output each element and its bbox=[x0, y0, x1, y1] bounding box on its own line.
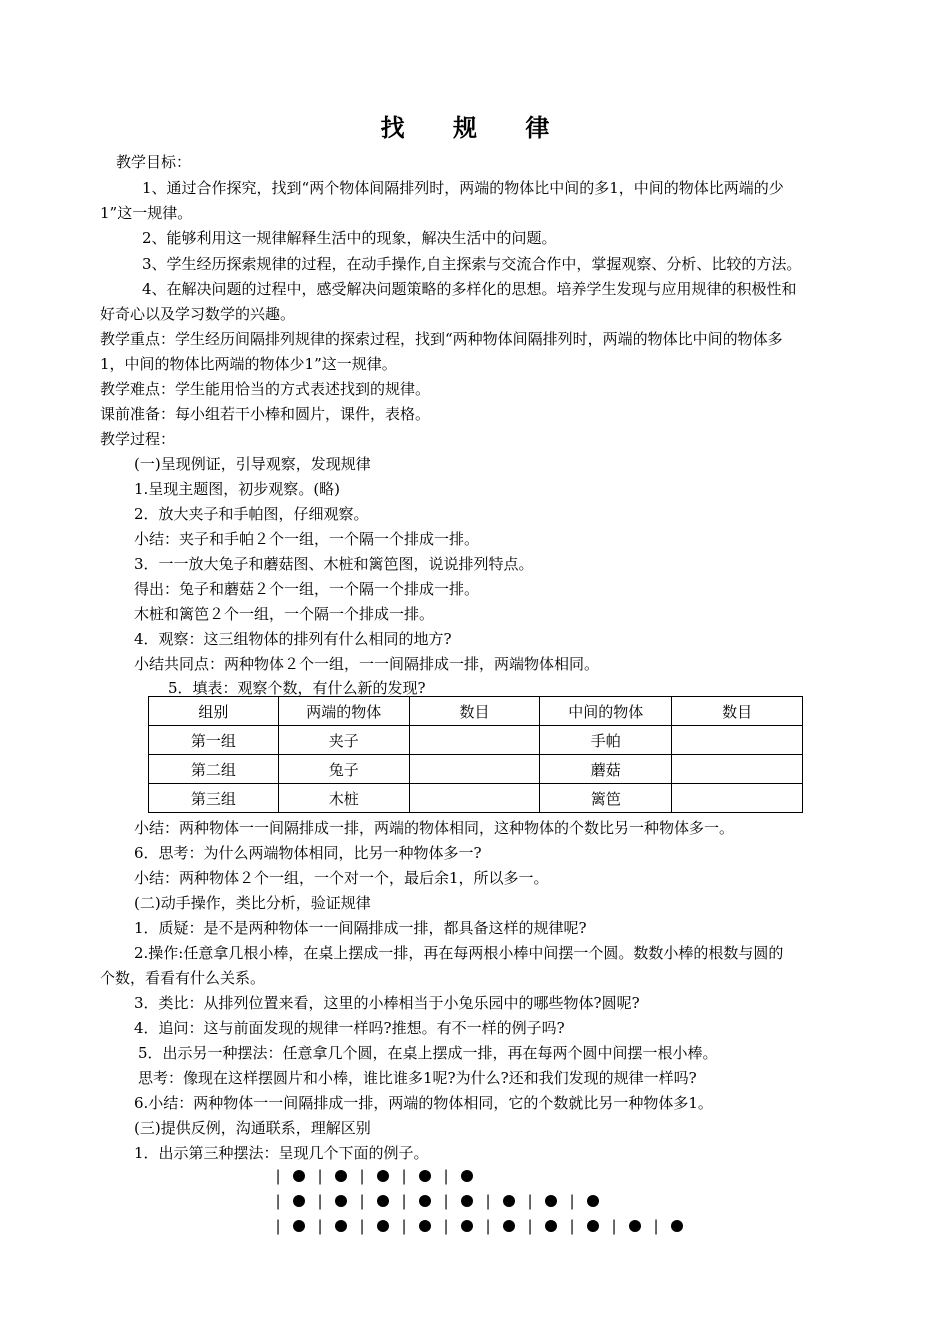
stick-mark: | bbox=[275, 1192, 281, 1210]
circle-mark bbox=[293, 1195, 305, 1207]
stick-mark: | bbox=[359, 1192, 365, 1210]
stick-mark: | bbox=[275, 1167, 281, 1185]
table-header-cell: 中间的物体 bbox=[540, 697, 672, 726]
text-line: 3、学生经历探索规律的过程，在动手操作,自主探索与交流合作中，掌握观察、分析、比较的方法。 bbox=[142, 255, 802, 273]
stick-mark: | bbox=[359, 1217, 365, 1235]
text-line: 教学难点：学生能用恰当的方式表述找到的规律。 bbox=[100, 380, 431, 398]
text-line: 4、在解决问题的过程中，感受解决问题策略的多样化的思想。培养学生发现与应用规律的积极性和 bbox=[142, 280, 797, 298]
circle-mark bbox=[419, 1170, 431, 1182]
text-line: 小结：夹子和手帕２个一组，一个隔一个排成一排。 bbox=[134, 530, 480, 548]
text-line: (一)呈现例证，引导观察，发现规律 bbox=[134, 455, 371, 473]
table-header-cell: 组别 bbox=[149, 697, 279, 726]
text-line: 1”这一规律。 bbox=[100, 204, 193, 222]
circle-mark bbox=[377, 1170, 389, 1182]
circle-mark bbox=[335, 1195, 347, 1207]
stick-mark: | bbox=[317, 1217, 323, 1235]
table-header-row bbox=[149, 697, 803, 726]
stick-mark: | bbox=[653, 1217, 659, 1235]
table-cell: 蘑菇 bbox=[540, 755, 672, 784]
text-line: 木桩和篱笆２个一组，一个隔一个排成一排。 bbox=[134, 605, 435, 623]
table-row bbox=[149, 784, 803, 813]
text-line: 教学过程： bbox=[100, 430, 176, 448]
text-line: 4．追问：这与前面发现的规律一样吗?推想。有不一样的例子吗? bbox=[134, 1019, 565, 1037]
circle-mark bbox=[377, 1195, 389, 1207]
table-cell: 手帕 bbox=[540, 726, 672, 755]
stick-mark: | bbox=[443, 1217, 449, 1235]
circle-mark bbox=[419, 1195, 431, 1207]
text-line: 小结：两种物体２个一组，一个对一个，最后余1，所以多一。 bbox=[134, 869, 549, 887]
text-line: 5．填表：观察个数，有什么新的发现? bbox=[168, 679, 426, 697]
table-header-cell: 两端的物体 bbox=[278, 697, 409, 726]
table-cell bbox=[672, 755, 803, 784]
table-cell: 第二组 bbox=[149, 755, 279, 784]
pattern-row bbox=[272, 1189, 608, 1213]
table-row bbox=[149, 755, 803, 784]
stick-mark: | bbox=[359, 1167, 365, 1185]
circle-mark bbox=[461, 1170, 473, 1182]
circle-mark bbox=[503, 1220, 515, 1232]
stick-mark: | bbox=[443, 1192, 449, 1210]
table-cell: 篱笆 bbox=[540, 784, 672, 813]
stick-mark: | bbox=[317, 1167, 323, 1185]
text-line: 小结：两种物体一一间隔排成一排，两端的物体相同，这种物体的个数比另一种物体多一。 bbox=[134, 819, 735, 837]
text-line: 思考：像现在这样摆圆片和小棒，谁比谁多1呢?为什么?还和我们发现的规律一样吗? bbox=[138, 1069, 697, 1087]
text-line: 好奇心以及学习数学的兴趣。 bbox=[100, 305, 296, 323]
pattern-row bbox=[272, 1214, 692, 1238]
circle-mark bbox=[587, 1220, 599, 1232]
stick-mark: | bbox=[401, 1167, 407, 1185]
stick-mark: | bbox=[275, 1217, 281, 1235]
circle-mark bbox=[671, 1220, 683, 1232]
stick-mark: | bbox=[443, 1167, 449, 1185]
circle-mark bbox=[461, 1220, 473, 1232]
text-line: 课前准备：每小组若干小棒和圆片，课件，表格。 bbox=[100, 405, 431, 423]
table-cell bbox=[409, 755, 540, 784]
text-line: 个数，看看有什么关系。 bbox=[100, 969, 266, 987]
text-line: 1，中间的物体比两端的物体少1”这一规律。 bbox=[100, 355, 397, 373]
table-header-cell: 数目 bbox=[672, 697, 803, 726]
text-line: 1．出示第三种摆法：呈现几个下面的例子。 bbox=[134, 1144, 429, 1162]
circle-mark bbox=[545, 1220, 557, 1232]
table-header-cell: 数目 bbox=[409, 697, 540, 726]
circle-mark bbox=[419, 1220, 431, 1232]
stick-mark: | bbox=[527, 1217, 533, 1235]
circle-mark bbox=[293, 1170, 305, 1182]
pattern-row bbox=[272, 1164, 482, 1188]
observation-table bbox=[148, 696, 803, 813]
table-cell: 木桩 bbox=[278, 784, 409, 813]
text-line: 4．观察：这三组物体的排列有什么相同的地方? bbox=[134, 630, 452, 648]
stick-mark: | bbox=[569, 1217, 575, 1235]
circle-mark bbox=[335, 1220, 347, 1232]
table-cell bbox=[672, 784, 803, 813]
text-line: 1、通过合作探究，找到“两个物体间隔排列时，两端的物体比中间的多1，中间的物体比两端的少 bbox=[142, 179, 784, 197]
circle-mark bbox=[503, 1195, 515, 1207]
text-line: 得出：兔子和蘑菇２个一组，一个隔一个排成一排。 bbox=[134, 580, 480, 598]
table-cell: 第三组 bbox=[149, 784, 279, 813]
text-line: 小结共同点：两种物体２个一组，一一间隔排成一排，两端物体相同。 bbox=[134, 655, 600, 673]
text-line: (二)动手操作，类比分析，验证规律 bbox=[134, 894, 371, 912]
text-line: 教学重点：学生经历间隔排列规律的探索过程，找到“两种物体间隔排列时，两端的物体比中间的物体多 bbox=[100, 330, 783, 348]
table-cell: 兔子 bbox=[278, 755, 409, 784]
circle-mark bbox=[335, 1170, 347, 1182]
stick-mark: | bbox=[317, 1192, 323, 1210]
table-cell bbox=[409, 784, 540, 813]
stick-mark: | bbox=[569, 1192, 575, 1210]
circle-mark bbox=[587, 1195, 599, 1207]
circle-mark bbox=[293, 1220, 305, 1232]
text-line: 2．放大夹子和手帕图，仔细观察。 bbox=[134, 505, 369, 523]
stick-mark: | bbox=[485, 1192, 491, 1210]
text-line: 2、能够利用这一规律解释生活中的现象，解决生活中的问题。 bbox=[142, 229, 557, 247]
text-line: 5．出示另一种摆法：任意拿几个圆，在桌上摆成一排，再在每两个圆中间摆一根小棒。 bbox=[138, 1044, 718, 1062]
table-cell bbox=[409, 726, 540, 755]
circle-mark bbox=[629, 1220, 641, 1232]
text-line: 1.呈现主题图，初步观察。(略) bbox=[134, 480, 341, 498]
table-cell: 第一组 bbox=[149, 726, 279, 755]
table-cell: 夹子 bbox=[278, 726, 409, 755]
document-title: 找 规 律 bbox=[380, 114, 570, 142]
stick-mark: | bbox=[611, 1217, 617, 1235]
table-row bbox=[149, 726, 803, 755]
text-line: (三)提供反例，沟通联系，理解区别 bbox=[134, 1119, 371, 1137]
text-line: 6．思考：为什么两端物体相同，比另一种物体多一? bbox=[134, 844, 482, 862]
stick-mark: | bbox=[527, 1192, 533, 1210]
stick-mark: | bbox=[401, 1217, 407, 1235]
table-cell bbox=[672, 726, 803, 755]
circle-mark bbox=[461, 1195, 473, 1207]
text-line: 教学目标： bbox=[116, 153, 192, 171]
text-line: 2.操作:任意拿几根小棒，在桌上摆成一排，再在每两根小棒中间摆一个圆。数数小棒的根数与圆的 bbox=[134, 944, 784, 962]
text-line: 3．一一放大兔子和蘑菇图、木桩和篱笆图，说说排列特点。 bbox=[134, 555, 534, 573]
text-line: 6.小结：两种物体一一间隔排成一排，两端的物体相同，它的个数就比另一种物体多1。 bbox=[134, 1094, 713, 1112]
circle-mark bbox=[377, 1220, 389, 1232]
stick-mark: | bbox=[485, 1217, 491, 1235]
circle-mark bbox=[545, 1195, 557, 1207]
text-line: 3．类比：从排列位置来看，这里的小棒相当于小兔乐园中的哪些物体?圆呢? bbox=[134, 994, 640, 1012]
text-line: 1．质疑：是不是两种物体一一间隔排成一排，都具备这样的规律呢? bbox=[134, 919, 587, 937]
stick-mark: | bbox=[401, 1192, 407, 1210]
